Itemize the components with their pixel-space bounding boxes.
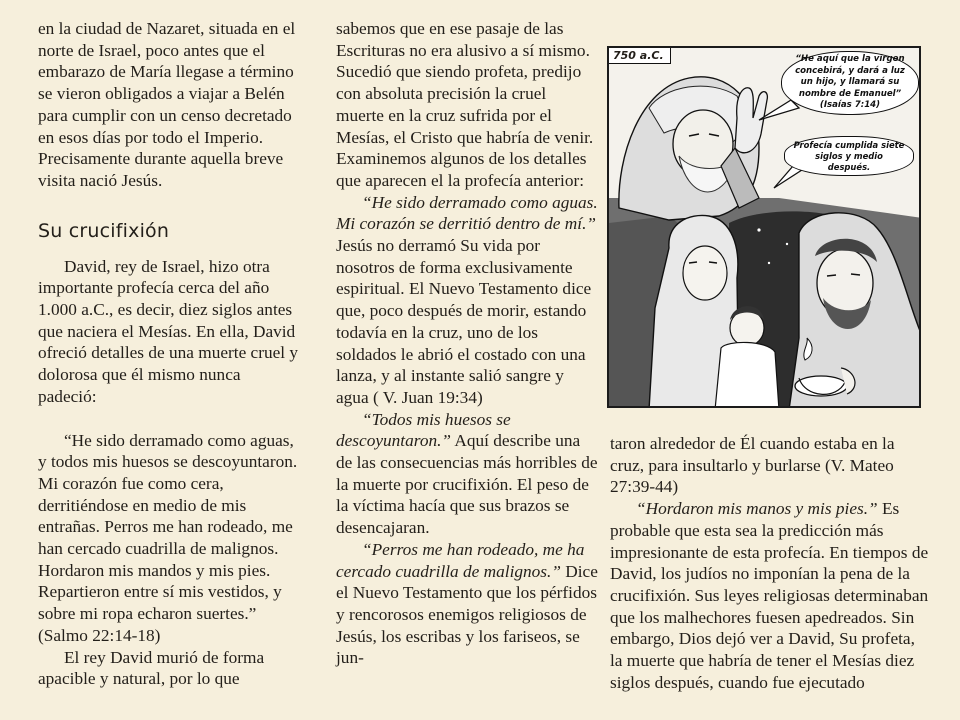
- section-heading: Su crucifixión: [38, 219, 170, 242]
- speech-bubble: [781, 51, 919, 115]
- paragraph: David, rey de Israel, hizo otra importante profecía cerca del año 1.000 a.C., es decir, diez siglos antes que naciera el Mesías. En ella, David ofreció detalles de una muerte cruel y dolorosa que él mismo nunca padeció:: [38, 256, 299, 406]
- commentary: Dice el Nuevo Testamento que los pérfidos y rencorosos enemigos religiosos de Jesús, los escribas y los fariseos, se jun-: [336, 561, 598, 668]
- caption-bubble-text: Profecía cumplida siete siglos y medio después.: [793, 139, 905, 172]
- quote: “He sido derramado como aguas. Mi corazón se derritió dentro de mí.”: [336, 192, 598, 234]
- quote: “Perros me han rodeado, me ha cercado cuadrilla de malignos.”: [336, 539, 585, 581]
- speech-bubble-text: “He aquí que la virgen concebirá, y dará a luz un hijo, y llamará su nombre de Emanuel” (Isaías 7:14): [795, 54, 905, 111]
- commentary: Aquí describe una de las consecuencias más horribles de la muerte por crucifixión. El peso de la víctima hacía que sus brazos se desencajaran.: [336, 431, 598, 538]
- paragraph: sabemos que en ese pasaje de las Escrituras no era alusivo a sí mismo. Sucedió que siendo profeta, predijo con absoluta precisión la cruel muerte en la cruz sufrida por el Mesías, el Cristo que habría de venir. Examinemos algunos de los detalles que aparecen el la profecía anterior:: [336, 19, 594, 190]
- quote: “Hordaron mis manos y mis pies.”: [636, 499, 878, 519]
- paragraph: [336, 192, 598, 409]
- paragraph: [336, 539, 598, 669]
- paragraph: [610, 498, 930, 693]
- column-right: [610, 433, 930, 693]
- commentary: Es probable que esta sea la predicción más impresionante de esta profecía. En tiempos de David, los judíos no imponían la pena de la crucifixión. Sus leyes religiosas determinaban que los malhechores fuesen apedreados. Sin embargo, Dios dejó ver a David, Su profeta, la muerte que habría de tener el Mesías diez siglos después, cuando fue ejecutado: [610, 499, 929, 692]
- paragraph: [336, 409, 598, 539]
- paragraph: en la ciudad de Nazaret, situada en el norte de Israel, poco antes que el embarazo de María llegase a término se vieron obligados a viajar a Belén para cumplir con un censo decretado en esos días por todo el Imperio. Precisamente durante aquella breve visita nació Jesús.: [38, 19, 296, 190]
- quote: “Todos mis huesos se descoyuntaron.”: [336, 409, 511, 451]
- psalm-quote: “He sido derramado como aguas, y todos mis huesos se descoyuntaron. Mi corazón fue como cera, derritiéndose en medio de mis entrañas. Perros me han rodeado, me han cercado cuadrilla de malignos. Hordaron mis mandos y mis pies. Repartieron entre sí mis vestidos, y sobre mi ropa echaron suertes.” (Salmo 22:14-18): [38, 430, 298, 645]
- prophecy-illustration: [607, 46, 921, 408]
- commentary: Jesús no derramó Su vida por nosotros de forma exclusivamente espiritual. El Nuevo Testamento dice que, poco después de morir, estando todavía en la cruz, uno de los soldados le abrió el costado con una lanza, y al instante salió sangre y agua ( V. Juan 19:34): [336, 236, 592, 407]
- year-tag: 750 a.C.: [609, 48, 671, 64]
- paragraph: taron alrededor de Él cuando estaba en la cruz, para insultarlo y burlarse (V. Mateo 27:39-44): [610, 434, 895, 497]
- column-left: [38, 18, 300, 690]
- caption-bubble: [784, 136, 914, 176]
- column-middle: [336, 18, 598, 669]
- paragraph: El rey David murió de forma apacible y natural, por lo que: [38, 647, 265, 689]
